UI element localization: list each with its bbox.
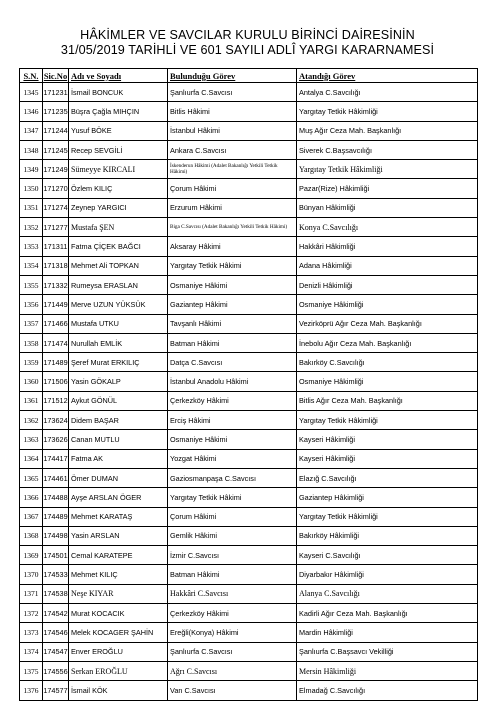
- row-sicil-no-cell: 174542: [43, 604, 69, 623]
- row-sicil-no-cell: 174546: [43, 623, 69, 642]
- row-assigned-post-cell: Kayseri Hâkimliği: [297, 449, 478, 468]
- row-name-cell: Enver EROĞLU: [69, 642, 168, 661]
- row-sicil-no-cell: 171270: [43, 179, 69, 198]
- row-assigned-post-cell: Kadirli Ağır Ceza Mah. Başkanlığı: [297, 604, 478, 623]
- row-current-post-cell: Çorum Hâkimi: [168, 179, 297, 198]
- row-current-post-cell: Yargıtay Tetkik Hâkimi: [168, 488, 297, 507]
- row-sicil-no-cell: 171512: [43, 391, 69, 410]
- row-name-cell: Yusuf BÖKE: [69, 121, 168, 140]
- row-sicil-no-cell: 173624: [43, 411, 69, 430]
- row-name-cell: Aykut GÖNÜL: [69, 391, 168, 410]
- column-header-sicil-no: Sic.No: [43, 70, 68, 81]
- row-sicil-no-cell: 171231: [43, 83, 69, 102]
- row-current-post-cell: Çerkezköy Hâkimi: [168, 391, 297, 410]
- row-name-cell: Rumeysa ERASLAN: [69, 275, 168, 294]
- row-assigned-post-cell: Elazığ C.Savcılığı: [297, 468, 478, 487]
- table-row: [20, 430, 478, 449]
- row-name-cell: Canan MUTLU: [69, 430, 168, 449]
- row-current-post-cell: Batman Hâkimi: [168, 565, 297, 584]
- row-name-cell: Ömer DUMAN: [69, 468, 168, 487]
- row-sicil-no-cell: 171474: [43, 333, 69, 352]
- table-row: [20, 179, 478, 198]
- row-sn-cell: 1359: [20, 353, 43, 372]
- row-name-cell: Mustafa UTKU: [69, 314, 168, 333]
- row-assigned-post-cell: Osmaniye Hâkimliği: [297, 372, 478, 391]
- table-row: [20, 102, 478, 121]
- row-name-cell: Yasin ARSLAN: [69, 526, 168, 545]
- row-sicil-no-cell: 174547: [43, 642, 69, 661]
- row-sicil-no-cell: 174538: [43, 584, 69, 603]
- row-assigned-post-cell: Osmaniye Hâkimliği: [297, 295, 478, 314]
- row-sicil-no-cell: 174577: [43, 681, 69, 700]
- table-body: [20, 83, 478, 701]
- row-assigned-post-cell: Alanya C.Savcılığı: [297, 584, 478, 603]
- row-assigned-post-cell: Yargıtay Tetkik Hâkimliği: [297, 411, 478, 430]
- row-name-cell: Fatma AK: [69, 449, 168, 468]
- row-sn-cell: 1374: [20, 642, 43, 661]
- row-current-post-cell: İskenderun Hâkimi (Adalet Bakanlığı Yetkili Tetkik Hâkimi): [168, 160, 297, 179]
- row-sicil-no-cell: 174417: [43, 449, 69, 468]
- row-assigned-post-cell: Diyarbakır Hâkimliği: [297, 565, 478, 584]
- table-row: [20, 198, 478, 217]
- table-row: [20, 83, 478, 102]
- row-name-cell: Mehmet Ali TOPKAN: [69, 256, 168, 275]
- row-current-post-cell: Erciş Hâkimi: [168, 411, 297, 430]
- table-row: [20, 623, 478, 642]
- row-name-cell: Didem BAŞAR: [69, 411, 168, 430]
- row-current-post-cell: Ağrı C.Savcısı: [168, 661, 297, 680]
- row-current-post-cell: Şanlıurfa C.Savcısı: [168, 642, 297, 661]
- row-current-post-cell: Batman Hâkimi: [168, 333, 297, 352]
- row-current-post-cell: Çerkezköy Hâkimi: [168, 604, 297, 623]
- row-assigned-post-cell: Şanlıurfa C.Başsavcı Vekilliği: [297, 642, 478, 661]
- row-current-post-cell: Gaziosmanpaşa C.Savcısı: [168, 468, 297, 487]
- row-current-post-cell: Van C.Savcısı: [168, 681, 297, 700]
- row-current-post-cell: Ereğli(Konya) Hâkimi: [168, 623, 297, 642]
- row-sn-cell: 1353: [20, 237, 43, 256]
- table-row: [20, 584, 478, 603]
- row-sn-cell: 1351: [20, 198, 43, 217]
- row-name-cell: Fatma ÇİÇEK BAĞCI: [69, 237, 168, 256]
- table-row: [20, 295, 478, 314]
- row-assigned-post-cell: Pazar(Rize) Hâkimliği: [297, 179, 478, 198]
- row-sn-cell: 1367: [20, 507, 43, 526]
- row-current-post-cell: Erzurum Hâkimi: [168, 198, 297, 217]
- table-row: [20, 565, 478, 584]
- row-current-post-cell: Hakkâri C.Savcısı: [168, 584, 297, 603]
- table-row: [20, 353, 478, 372]
- row-name-cell: Mehmet KARATAŞ: [69, 507, 168, 526]
- row-sn-cell: 1368: [20, 526, 43, 545]
- table-row: [20, 507, 478, 526]
- row-current-post-cell: Osmaniye Hâkimi: [168, 430, 297, 449]
- row-name-cell: Merve UZUN YÜKSÜK: [69, 295, 168, 314]
- row-name-cell: İsmail BONCUK: [69, 83, 168, 102]
- table-row: [20, 218, 478, 237]
- row-sn-cell: 1358: [20, 333, 43, 352]
- row-assigned-post-cell: Bakırköy C.Savcılığı: [297, 353, 478, 372]
- row-assigned-post-cell: Mardin Hâkimliği: [297, 623, 478, 642]
- row-assigned-post-cell: Gaziantep Hâkimliği: [297, 488, 478, 507]
- row-sn-cell: 1355: [20, 275, 43, 294]
- row-sn-cell: 1362: [20, 411, 43, 430]
- row-name-cell: Özlem KILIÇ: [69, 179, 168, 198]
- row-assigned-post-cell: Yargıtay Tetkik Hâkimliği: [297, 102, 478, 121]
- row-assigned-post-cell: Antalya C.Savcılığı: [297, 83, 478, 102]
- row-sicil-no-cell: 171311: [43, 237, 69, 256]
- row-name-cell: İsmail KÖK: [69, 681, 168, 700]
- row-assigned-post-cell: Vezirköprü Ağır Ceza Mah. Başkanlığı: [297, 314, 478, 333]
- row-name-cell: Mustafa ŞEN: [69, 218, 168, 237]
- row-current-post-cell: Datça C.Savcısı: [168, 353, 297, 372]
- row-sicil-no-cell: 174533: [43, 565, 69, 584]
- row-name-cell: Sümeyye KIRCALI: [69, 160, 168, 179]
- row-assigned-post-cell: Hakkâri Hâkimliği: [297, 237, 478, 256]
- row-sn-cell: 1347: [20, 121, 43, 140]
- row-assigned-post-cell: Muş Ağır Ceza Mah. Başkanlığı: [297, 121, 478, 140]
- table-row: [20, 546, 478, 565]
- row-current-post-cell: Osmaniye Hâkimi: [168, 275, 297, 294]
- table-row: [20, 256, 478, 275]
- row-sn-cell: 1369: [20, 546, 43, 565]
- row-name-cell: Nurullah EMLİK: [69, 333, 168, 352]
- row-sicil-no-cell: 171449: [43, 295, 69, 314]
- row-sn-cell: 1346: [20, 102, 43, 121]
- table-row: [20, 275, 478, 294]
- row-sicil-no-cell: 171249: [43, 160, 69, 179]
- row-name-cell: Serkan EROĞLU: [69, 661, 168, 680]
- row-sicil-no-cell: 171244: [43, 121, 69, 140]
- row-sn-cell: 1373: [20, 623, 43, 642]
- table-row: [20, 411, 478, 430]
- row-assigned-post-cell: Kayseri C.Savcılığı: [297, 546, 478, 565]
- row-sicil-no-cell: 174498: [43, 526, 69, 545]
- table-row: [20, 333, 478, 352]
- row-sn-cell: 1360: [20, 372, 43, 391]
- row-assigned-post-cell: Kayseri Hâkimliği: [297, 430, 478, 449]
- row-sn-cell: 1352: [20, 218, 43, 237]
- row-assigned-post-cell: Siverek C.Başsavcılığı: [297, 140, 478, 159]
- column-header-sn: S.N.: [20, 69, 43, 83]
- row-sn-cell: 1375: [20, 661, 43, 680]
- row-sn-cell: 1348: [20, 140, 43, 159]
- row-assigned-post-cell: Yargıtay Tetkik Hâkimliği: [297, 160, 478, 179]
- table-row: [20, 121, 478, 140]
- row-current-post-cell: Gemlik Hâkimi: [168, 526, 297, 545]
- row-sicil-no-cell: 173626: [43, 430, 69, 449]
- row-name-cell: Zeynep YARGICI: [69, 198, 168, 217]
- row-current-post-cell: İzmir C.Savcısı: [168, 546, 297, 565]
- row-sicil-no-cell: 171274: [43, 198, 69, 217]
- row-current-post-cell: Yozgat Hâkimi: [168, 449, 297, 468]
- row-sn-cell: 1376: [20, 681, 43, 700]
- table-row: [20, 661, 478, 680]
- row-name-cell: Yasin GÖKALP: [69, 372, 168, 391]
- row-sn-cell: 1350: [20, 179, 43, 198]
- row-name-cell: Melek KOCAGER ŞAHİN: [69, 623, 168, 642]
- row-current-post-cell: Ankara C.Savcısı: [168, 140, 297, 159]
- row-current-post-cell: Biga C.Savcısı (Adalet Bakanlığı Yetkili Tetkik Hâkimi): [168, 218, 297, 237]
- row-sicil-no-cell: 174461: [43, 468, 69, 487]
- row-sn-cell: 1354: [20, 256, 43, 275]
- row-assigned-post-cell: İnebolu Ağır Ceza Mah. Başkanlığı: [297, 333, 478, 352]
- document-title-line-2: 31/05/2019 TARİHLİ VE 601 SAYILI ADLÎ YARGI KARARNAMESİ: [60, 43, 435, 57]
- row-name-cell: Mehmet KILIÇ: [69, 565, 168, 584]
- column-header-name: Adı ve Soyadı: [69, 69, 168, 83]
- table-row: [20, 160, 478, 179]
- row-current-post-cell: Çorum Hâkimi: [168, 507, 297, 526]
- row-sicil-no-cell: 174556: [43, 661, 69, 680]
- row-current-post-cell: İstanbul Anadolu Hâkimi: [168, 372, 297, 391]
- table-row: [20, 526, 478, 545]
- row-sicil-no-cell: 171332: [43, 275, 69, 294]
- row-name-cell: Cemal KARATEPE: [69, 546, 168, 565]
- row-sicil-no-cell: 171318: [43, 256, 69, 275]
- row-assigned-post-cell: Mersin Hâkimliği: [297, 661, 478, 680]
- table-row: [20, 449, 478, 468]
- row-sicil-no-cell: 174501: [43, 546, 69, 565]
- row-assigned-post-cell: Adana Hâkimliği: [297, 256, 478, 275]
- row-sicil-no-cell: 171466: [43, 314, 69, 333]
- table-row: [20, 604, 478, 623]
- row-sicil-no-cell: 171489: [43, 353, 69, 372]
- row-sn-cell: 1349: [20, 160, 43, 179]
- row-sn-cell: 1361: [20, 391, 43, 410]
- row-assigned-post-cell: Bitlis Ağır Ceza Mah. Başkanlığı: [297, 391, 478, 410]
- column-header-assigned-post: Atandığı Görev: [297, 69, 478, 83]
- table-row: [20, 140, 478, 159]
- table-row: [20, 372, 478, 391]
- table-row: [20, 681, 478, 700]
- row-current-post-cell: Yargıtay Tetkik Hâkimi: [168, 256, 297, 275]
- row-sn-cell: 1357: [20, 314, 43, 333]
- row-sn-cell: 1365: [20, 468, 43, 487]
- row-assigned-post-cell: Konya C.Savcılığı: [297, 218, 478, 237]
- row-sicil-no-cell: 171245: [43, 140, 69, 159]
- row-assigned-post-cell: Elmadağ C.Savcılığı: [297, 681, 478, 700]
- table-row: [20, 488, 478, 507]
- table-row: [20, 642, 478, 661]
- table-header-row: [20, 69, 478, 83]
- appointments-table: [19, 68, 478, 701]
- row-assigned-post-cell: Bakırköy Hâkimliği: [297, 526, 478, 545]
- row-sn-cell: 1366: [20, 488, 43, 507]
- row-sn-cell: 1372: [20, 604, 43, 623]
- row-sn-cell: 1363: [20, 430, 43, 449]
- document-title-line-1: HÂKİMLER VE SAVCILAR KURULU BİRİNCİ DAİRESİNİN: [80, 28, 415, 42]
- table-row: [20, 391, 478, 410]
- row-current-post-cell: Gaziantep Hâkimi: [168, 295, 297, 314]
- row-assigned-post-cell: Yargıtay Tetkik Hâkimliği: [297, 507, 478, 526]
- column-header-current-post: Bulunduğu Görev: [168, 69, 297, 83]
- row-current-post-cell: Bitlis Hâkimi: [168, 102, 297, 121]
- row-current-post-cell: Tavşanlı Hâkimi: [168, 314, 297, 333]
- row-sn-cell: 1364: [20, 449, 43, 468]
- row-name-cell: Şeref Murat ERKILIÇ: [69, 353, 168, 372]
- row-sicil-no-cell: 171235: [43, 102, 69, 121]
- row-sicil-no-cell: 174488: [43, 488, 69, 507]
- row-name-cell: Büşra Çağla MIHÇIN: [69, 102, 168, 121]
- row-name-cell: Murat KOCACIK: [69, 604, 168, 623]
- row-sn-cell: 1356: [20, 295, 43, 314]
- row-current-post-cell: İstanbul Hâkimi: [168, 121, 297, 140]
- row-current-post-cell: Şanlıurfa C.Savcısı: [168, 83, 297, 102]
- row-name-cell: Ayşe ARSLAN ÖGER: [69, 488, 168, 507]
- table-row: [20, 237, 478, 256]
- row-assigned-post-cell: Denizli Hâkimliği: [297, 275, 478, 294]
- row-name-cell: Neşe KIYAR: [69, 584, 168, 603]
- row-sicil-no-cell: 171506: [43, 372, 69, 391]
- table-row: [20, 468, 478, 487]
- row-sicil-no-cell: 171277: [43, 218, 69, 237]
- table-row: [20, 314, 478, 333]
- row-sn-cell: 1371: [20, 584, 43, 603]
- row-sn-cell: 1345: [20, 83, 43, 102]
- row-sn-cell: 1370: [20, 565, 43, 584]
- row-current-post-cell: Aksaray Hâkimi: [168, 237, 297, 256]
- row-sicil-no-cell: 174489: [43, 507, 69, 526]
- row-name-cell: Recep SEVGİLİ: [69, 140, 168, 159]
- row-assigned-post-cell: Bünyan Hâkimliği: [297, 198, 478, 217]
